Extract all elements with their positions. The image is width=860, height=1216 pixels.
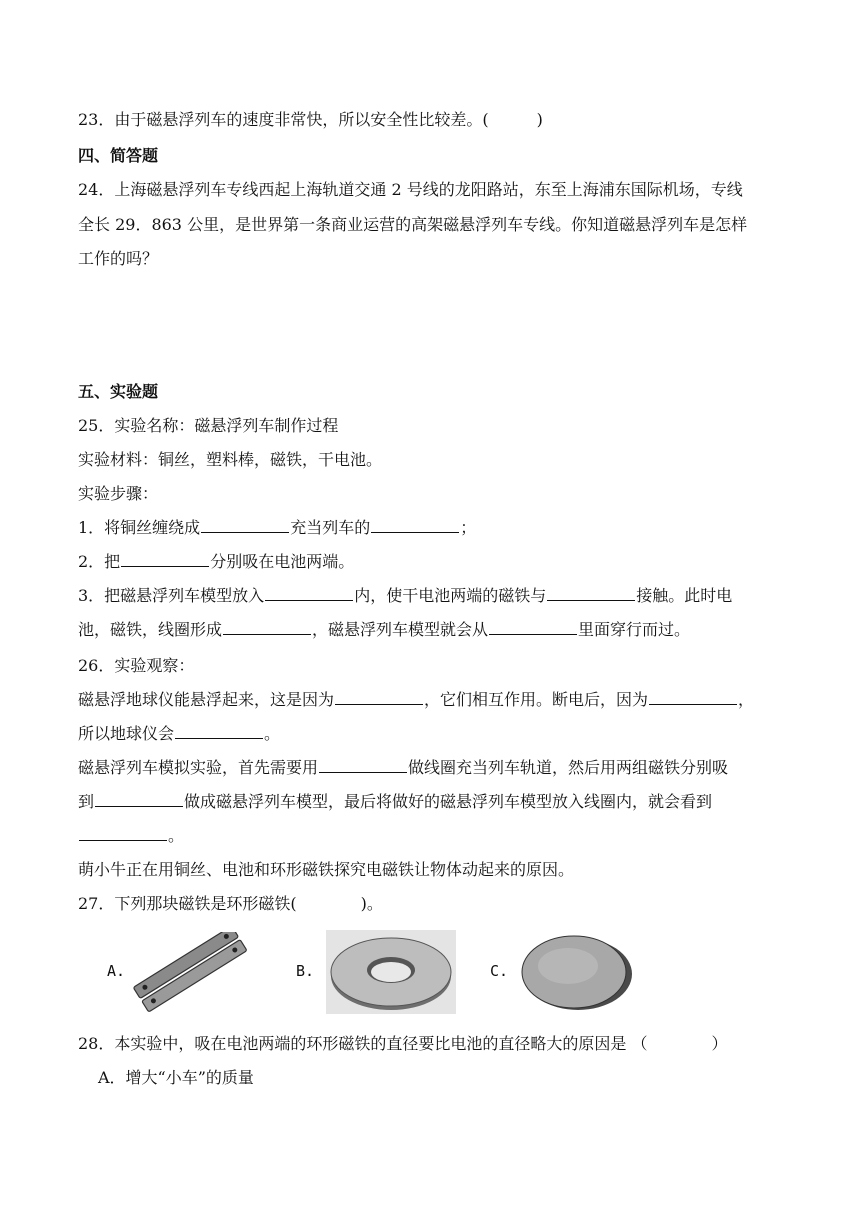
step-1-text-a: 1．将铜丝缠绕成	[78, 518, 201, 537]
q26-l4-text-a: 到	[78, 792, 95, 811]
question-25-steps-label: 实验步骤：	[78, 484, 159, 503]
option-c-label: C.	[490, 962, 509, 980]
question-26-line-4	[78, 792, 712, 812]
answer-blank[interactable]	[175, 724, 263, 739]
step-3-text-c: 接触。此时电	[636, 586, 733, 605]
answer-blank[interactable]	[649, 690, 737, 705]
question-28-option-a[interactable]: A．增大“小车”的质量	[98, 1068, 254, 1087]
bar-magnet-image	[132, 932, 252, 1012]
question-26-line-2	[78, 724, 280, 744]
q26-l2-text-a: 所以地球仪会	[78, 724, 175, 743]
q26-l3-text-b: 做线圈充当列车轨道，然后用两组磁铁分别吸	[408, 758, 729, 777]
disc-magnet-image	[516, 930, 634, 1014]
question-25-materials: 实验材料：铜丝，塑料棒，磁铁，干电池。	[78, 450, 383, 469]
answer-blank[interactable]	[319, 758, 407, 773]
q26-l1-text-a: 磁悬浮地球仪能悬浮起来，这是因为	[78, 690, 335, 709]
question-26-line-5	[78, 826, 184, 846]
step-2	[78, 552, 354, 572]
step-3b-text-b: ，磁悬浮列车模型就会从	[312, 620, 489, 639]
question-24-line-3: 工作的吗？	[78, 249, 159, 268]
q26-l5-text-b: 。	[168, 826, 185, 845]
step-3b-text-a: 池，磁铁，线圈形成	[78, 620, 223, 639]
step-3	[78, 586, 732, 606]
question-26-title: 26．实验观察：	[78, 656, 195, 675]
step-1-text-c: ；	[460, 518, 477, 537]
question-24-line-2: 全长 29．863 公里，是世界第一条商业运营的高架磁悬浮列车专线。你知道磁悬浮列车是怎样	[78, 215, 748, 234]
question-26-line-3	[78, 758, 728, 778]
answer-blank[interactable]	[201, 518, 289, 533]
step-3-continued	[78, 620, 690, 640]
ring-magnet-image	[326, 930, 456, 1014]
step-3-text-b: 内，使干电池两端的磁铁与	[354, 586, 547, 605]
step-2-text-a: 2．把	[78, 552, 121, 571]
step-3-text-a: 3．把磁悬浮列车模型放入	[78, 586, 265, 605]
step-1-text-b: 充当列车的	[290, 518, 371, 537]
question-25-title: 25．实验名称：磁悬浮列车制作过程	[78, 416, 339, 435]
section-heading-experiment: 五、实验题	[78, 382, 159, 401]
answer-blank[interactable]	[335, 690, 423, 705]
q26-l2-text-b: 。	[264, 724, 281, 743]
question-27: 27．下列那块磁铁是环形磁铁( )。	[78, 894, 383, 913]
answer-blank[interactable]	[223, 620, 311, 635]
step-2-text-b: 分别吸在电池两端。	[210, 552, 355, 571]
section-heading-short-answer: 四、简答题	[78, 146, 159, 165]
q26-l1-text-b: ，它们相互作用。断电后，因为	[424, 690, 649, 709]
step-3b-text-c: 里面穿行而过。	[578, 620, 691, 639]
answer-blank[interactable]	[79, 826, 167, 841]
option-b-label: B.	[296, 962, 315, 980]
q26-l4-text-b: 做成磁悬浮列车模型，最后将做好的磁悬浮列车模型放入线圈内，就会看到	[184, 792, 713, 811]
q26-l3-text-a: 磁悬浮列车模拟实验，首先需要用	[78, 758, 319, 777]
step-1	[78, 518, 476, 538]
q26-l1-text-c: ，	[738, 690, 755, 709]
answer-blank[interactable]	[95, 792, 183, 807]
answer-blank[interactable]	[489, 620, 577, 635]
option-a-label: A.	[107, 962, 126, 980]
question-24-line-1: 24．上海磁悬浮列车专线西起上海轨道交通 2 号线的龙阳路站，东至上海浦东国际机场，专线	[78, 180, 743, 199]
question-23: 23．由于磁悬浮列车的速度非常快，所以安全性比较差。( )	[78, 110, 543, 129]
question-28: 28．本实验中，吸在电池两端的环形磁铁的直径要比电池的直径略大的原因是 （ ）	[78, 1034, 728, 1053]
experiment-intro: 萌小牛正在用铜丝、电池和环形磁铁探究电磁铁让物体动起来的原因。	[78, 860, 575, 879]
answer-blank[interactable]	[265, 586, 353, 601]
answer-blank[interactable]	[547, 586, 635, 601]
question-26-line-1	[78, 690, 754, 710]
answer-blank[interactable]	[371, 518, 459, 533]
answer-blank[interactable]	[121, 552, 209, 567]
